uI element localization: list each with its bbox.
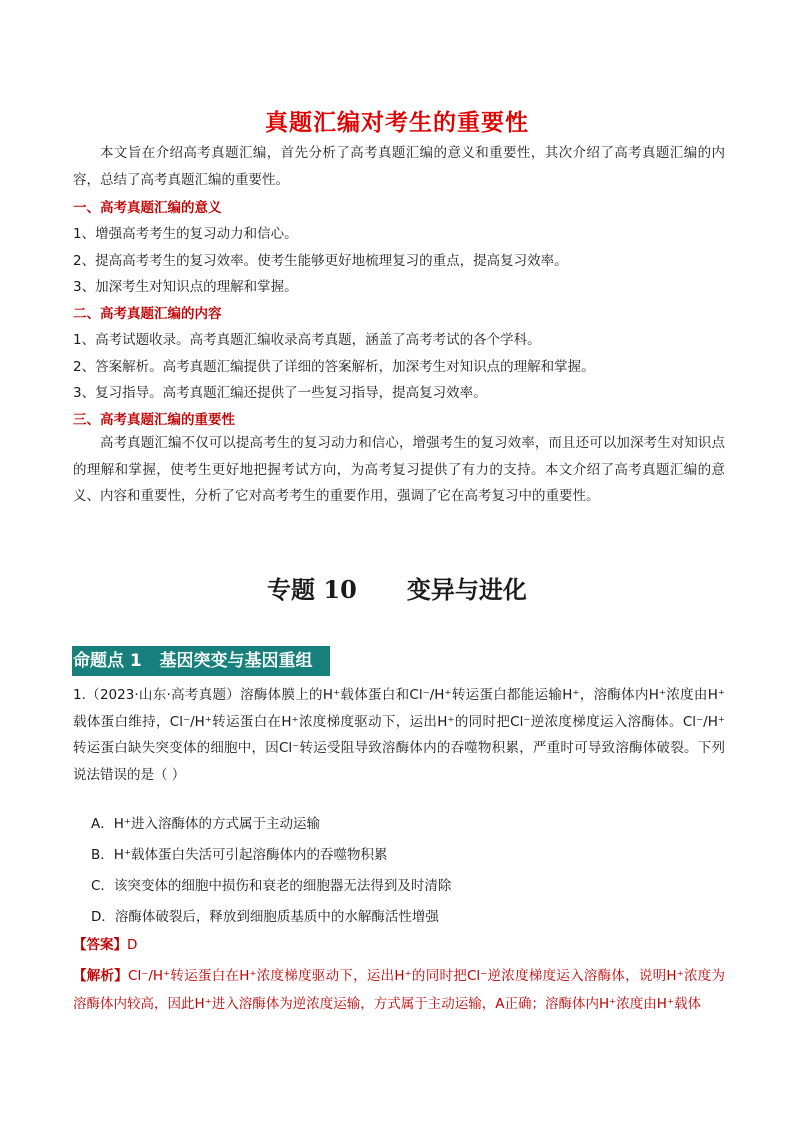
- answer-line: [73, 933, 137, 953]
- list-item: 3、加深考生对知识点的理解和掌握。: [73, 279, 298, 295]
- answer-label: 【答案】: [73, 937, 127, 953]
- list-item: 3、复习指导。高考真题汇编还提供了一些复习指导，提高复习效率。: [73, 385, 487, 401]
- chapter-title: 专题 10 变异与进化: [267, 575, 527, 604]
- page-title: 真题汇编对考生的重要性: [265, 110, 529, 136]
- option-c: C．该突变体的细胞中损伤和衰老的细胞器无法得到及时清除: [91, 878, 452, 894]
- list-item: 1、高考试题收录。高考真题汇编收录高考真题，涵盖了高考考试的各个学科。: [73, 332, 541, 348]
- analysis-text: Cl⁻/H⁺转运蛋白在H⁺浓度梯度驱动下，运出H⁺的同时把Cl⁻逆浓度梯度运入溶酶体，说明H⁺浓度为溶酶体内较高，因此H⁺进入溶酶体为逆浓度运输，方式属于主动运输，A正确；溶酶体内H⁺浓度由H⁺载体: [73, 968, 725, 1012]
- analysis-label: 【解析】: [73, 968, 129, 984]
- analysis-paragraph: [73, 962, 725, 1018]
- intro-paragraph: 本文旨在介绍高考真题汇编，首先分析了高考真题汇编的意义和重要性，其次介绍了高考真题汇编的内容，总结了高考真题汇编的重要性。: [73, 145, 725, 188]
- section-heading-importance: 三、高考真题汇编的重要性: [73, 412, 235, 428]
- list-item: 2、答案解析。高考真题汇编提供了详细的答案解析，加深考生对知识点的理解和掌握。: [73, 359, 595, 375]
- section-heading-content: 二、高考真题汇编的内容: [73, 306, 222, 322]
- question-stem: 1.（2023·山东·高考真题）溶酶体膜上的H⁺载体蛋白和Cl⁻/H⁺转运蛋白都能运输H⁺，溶酶体内H⁺浓度由H⁺载体蛋白维持，Cl⁻/H⁺转运蛋白在H⁺浓度梯度驱动下，运出H⁺的同时把Cl⁻逆浓度梯度运入溶酶体。Cl⁻/H⁺转运蛋白缺失突变体的细胞中，因Cl⁻转运受阻导致溶酶体内的吞噬物积累，严重时可导致溶酶体破裂。下列说法错误的是（ ）: [73, 687, 725, 783]
- list-item: 1、增强高考考生的复习动力和信心。: [73, 226, 298, 242]
- topic-banner: 命题点 1 基因突变与基因重组: [72, 646, 330, 676]
- list-item: 2、提高高考考生的复习效率。使考生能够更好地梳理复习的重点，提高复习效率。: [73, 253, 568, 269]
- option-a: A．H⁺进入溶酶体的方式属于主动运输: [91, 816, 321, 832]
- option-b: B．H⁺载体蛋白失活可引起溶酶体内的吞噬物积累: [91, 847, 388, 863]
- answer-value: D: [127, 937, 138, 953]
- option-d: D．溶酶体破裂后，释放到细胞质基质中的水解酶活性增强: [91, 909, 439, 925]
- section-heading-significance: 一、高考真题汇编的意义: [73, 200, 222, 216]
- importance-paragraph: 高考真题汇编不仅可以提高考生的复习动力和信心，增强考生的复习效率，而且还可以加深考生对知识点的理解和掌握，使考生更好地把握考试方向，为高考复习提供了有力的支持。本文介绍了高考真题汇编的意义、内容和重要性，分析了它对高考考生的重要作用，强调了它在高考复习中的重要性。: [73, 435, 725, 504]
